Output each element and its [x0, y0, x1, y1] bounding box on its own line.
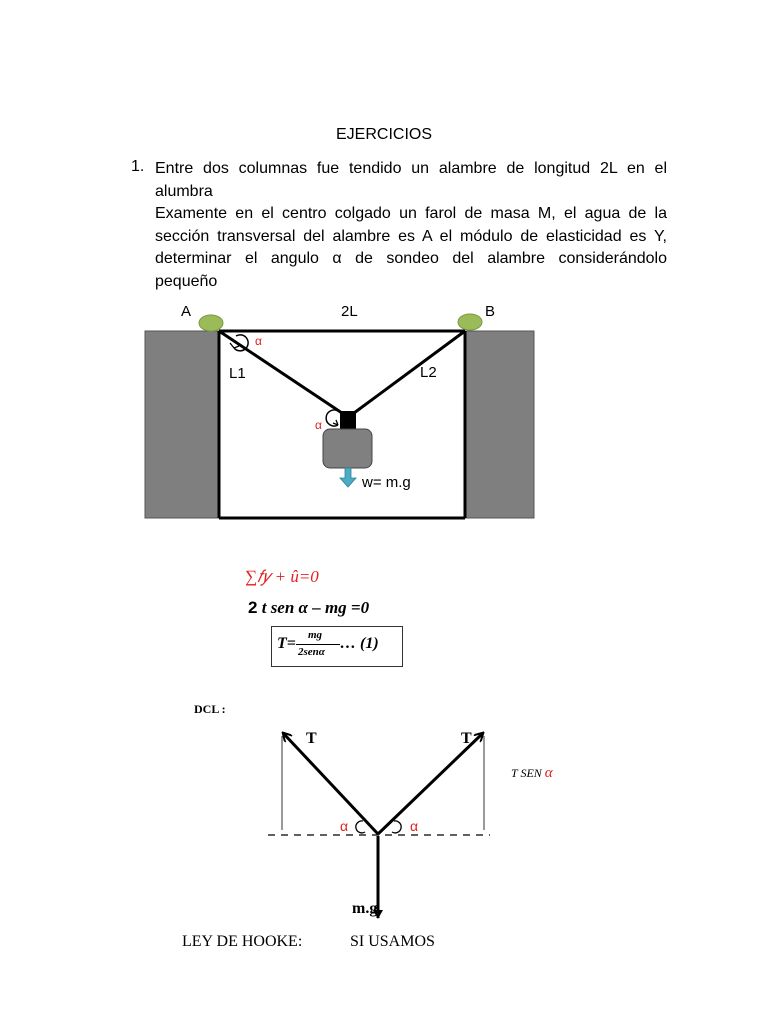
label-2l: 2L [341, 303, 358, 320]
problem-line-4: sección transversal del alambre es A el módulo de elasticidad es Y, [155, 227, 667, 245]
equation-equilibrium-coef: 2 [248, 598, 258, 617]
problem-line-1: Entre dos columnas fue tendido un alambre de longitud 2L en el [155, 160, 667, 177]
tension-label-right: T [461, 730, 472, 747]
alpha-top-label: α [255, 334, 262, 348]
angle-arc-left [356, 821, 365, 833]
tsen-text: T SEN [511, 766, 545, 780]
weight-label-dcl: m.g [352, 900, 378, 917]
hooke-law-heading: LEY DE HOOKE: [182, 933, 303, 950]
alpha-left-label: α [340, 818, 349, 834]
alpha-mid-label: α [315, 418, 322, 432]
tension-label-left: T [306, 730, 317, 747]
problem-line-2: alumbra [155, 182, 213, 200]
dcl-label: DCL : [194, 702, 226, 716]
label-a: A [181, 303, 192, 320]
label-l1: L1 [229, 365, 246, 382]
tsen-alpha: α [544, 765, 553, 781]
angle-arc-right [392, 821, 401, 833]
label-l2: L2 [420, 364, 437, 381]
boxed-lhs: T= [277, 635, 296, 652]
tsen-label [511, 765, 553, 782]
label-b: B [485, 303, 496, 320]
problem-line-3: Examente en el centro colgado un farol de masa M, el agua de la [155, 205, 667, 223]
si-usamos-heading: SI USAMOS [350, 933, 435, 950]
problem-line-5: determinar el angulo α de sondeo del alambre considerándolo [155, 250, 667, 268]
boxed-denominator: 2senα [298, 646, 325, 658]
page-title: EJERCICIOS [335, 126, 432, 143]
boxed-numerator: mg [308, 629, 323, 641]
equation-sum-fy: ∑𝑓𝑦 + û=0 [245, 567, 319, 586]
tension-arrow-right [378, 734, 482, 834]
weight-label: w= m.g [362, 474, 411, 491]
tension-arrow-left [284, 734, 378, 834]
boxed-rhs: … (1) [340, 635, 379, 652]
problem-line-6: pequeño [155, 272, 218, 290]
equation-equilibrium-body: t sen α – mg =0 [257, 598, 370, 617]
alpha-right-label: α [410, 818, 419, 834]
problem-number: 1. [131, 158, 145, 175]
